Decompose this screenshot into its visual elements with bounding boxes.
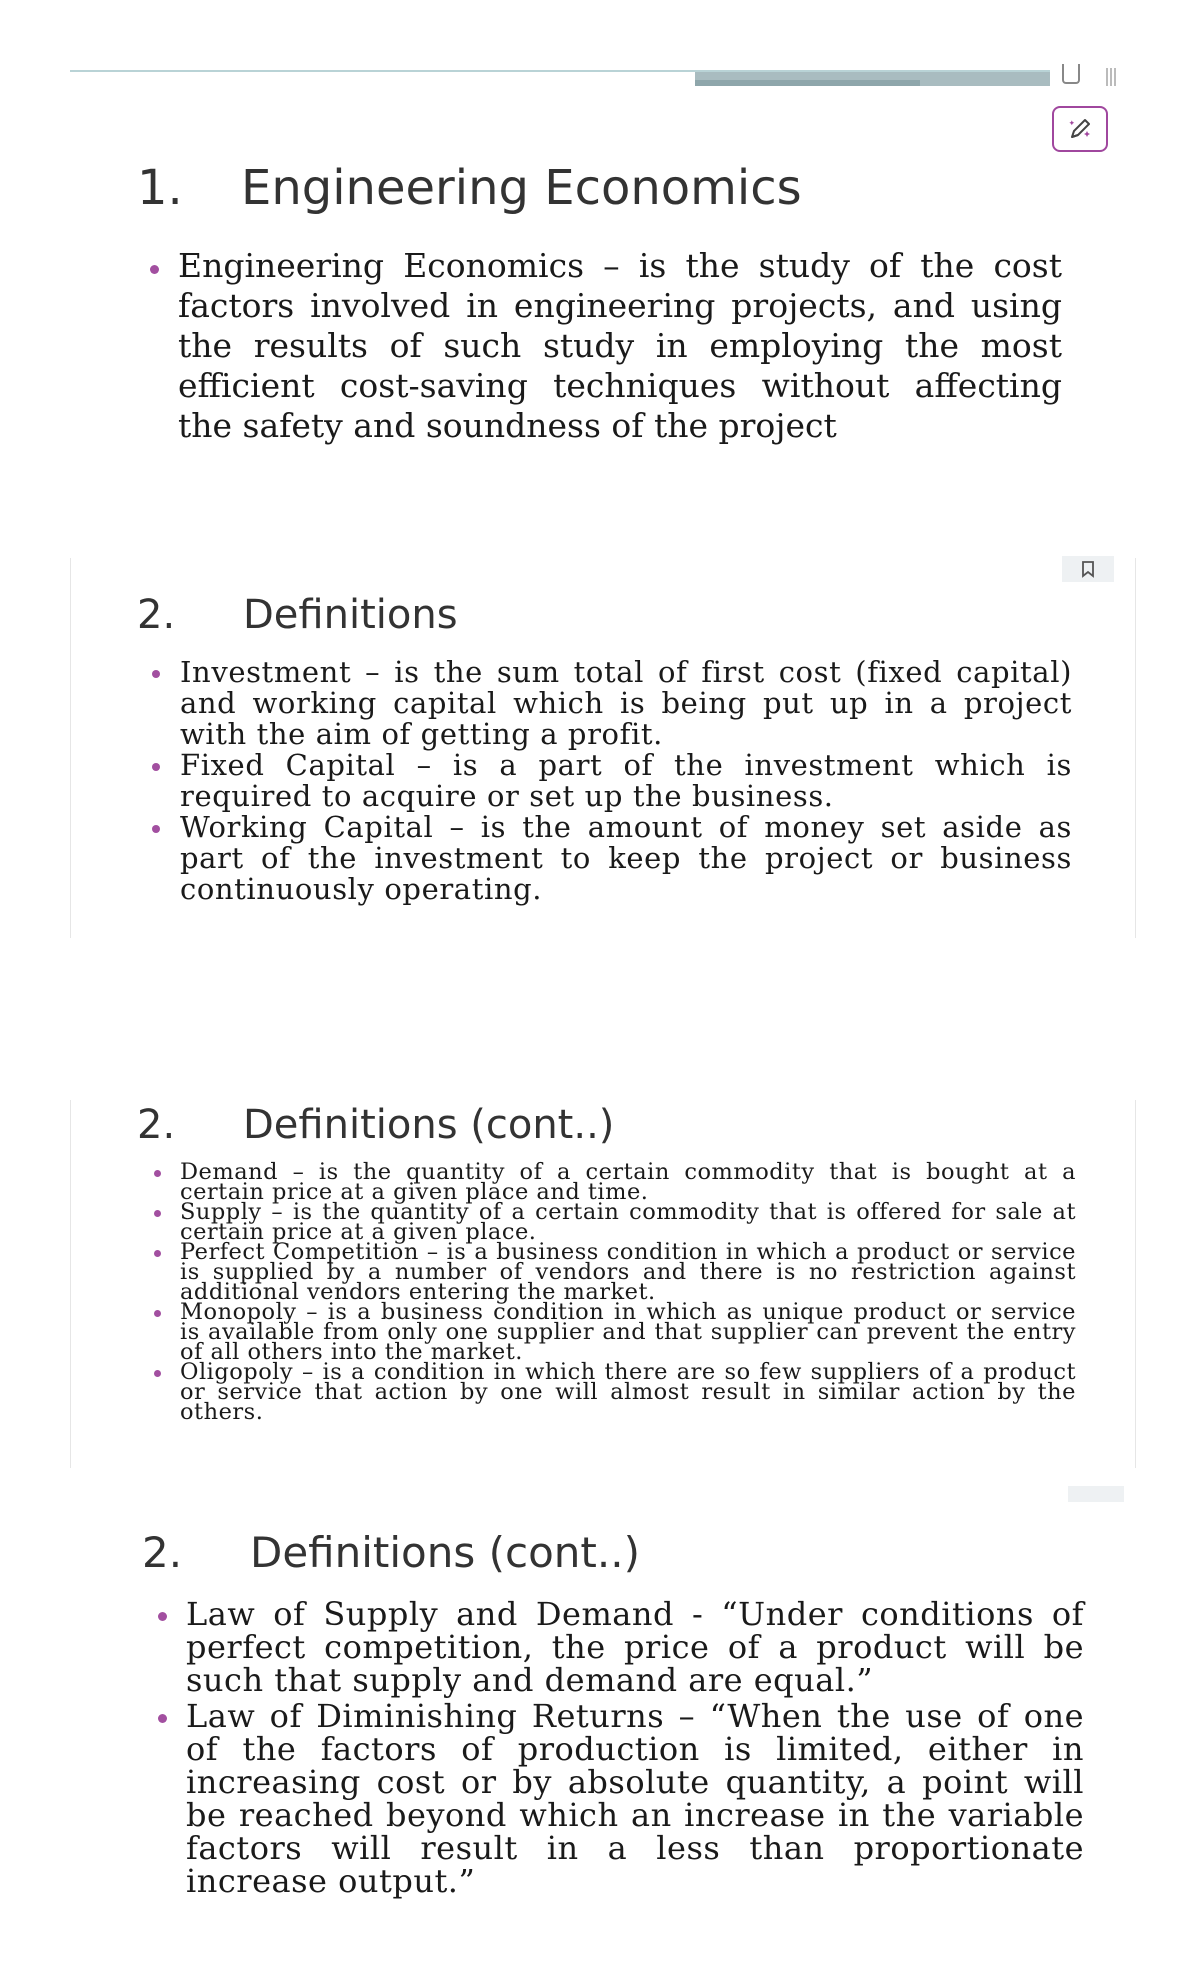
- bullet-dot-icon: [152, 763, 160, 771]
- bullet-dot-icon: [150, 265, 159, 274]
- list-item: [180, 1239, 1076, 1305]
- slide-number: 1.: [137, 160, 183, 216]
- slide-title-text: Definitions: [243, 592, 458, 638]
- pencil-sparkle-icon: [1066, 115, 1094, 143]
- bullet-dot-icon: [158, 1714, 167, 1723]
- list-item: [180, 1359, 1076, 1425]
- slide-title: [137, 160, 802, 216]
- bullet-text: Law of Diminishing Returns – “When the use of one of the factors of production is limited, either in increasing cost or by absolute quantity, a point will be reached beyond which an increase in the variable factors will result in a less than proportionate increase output.”: [186, 1697, 1084, 1900]
- bullet-text: Supply – is the quantity of a certain commodity that is offered for sale at certain price at a given place.: [180, 1199, 1076, 1245]
- edit-button[interactable]: [1052, 106, 1108, 152]
- list-item: [180, 1199, 1076, 1245]
- bullet-dot-icon: [158, 1612, 167, 1621]
- bullet-text: Engineering Economics – is the study of the cost factors involved in engineering projects, and using the results of such study in employing the most efficient cost-saving techniques without affecting the safety and soundness of the project: [178, 246, 1062, 445]
- bullet-list: [180, 657, 1072, 905]
- bookmark-icon: [1079, 560, 1097, 578]
- bookmark-button[interactable]: [1062, 556, 1114, 582]
- list-item: [186, 1595, 1084, 1699]
- slide-title-text: Engineering Economics: [241, 160, 802, 216]
- slide-title-text: Definitions (cont..): [250, 1528, 640, 1577]
- slide-title: [137, 1102, 614, 1148]
- bullet-text: Fixed Capital – is a part of the investment which is required to acquire or set up the business.: [180, 748, 1072, 813]
- bullet-dot-icon: [154, 1250, 161, 1257]
- slide-number: 2.: [142, 1528, 183, 1577]
- list-item: [178, 246, 1062, 446]
- bullet-dot-icon: [152, 825, 160, 833]
- slide-title-text: Definitions (cont..): [243, 1102, 615, 1148]
- slide-title: [137, 592, 458, 638]
- list-item: [186, 1697, 1084, 1900]
- bullet-list: [178, 246, 1062, 446]
- bullet-text: Demand – is the quantity of a certain commodity that is bought at a certain price at a given place and time.: [180, 1159, 1076, 1205]
- list-item: [180, 1299, 1076, 1365]
- resize-grip-icon[interactable]: [1106, 68, 1118, 86]
- bookmark-button[interactable]: [1068, 1486, 1124, 1502]
- bullet-dot-icon: [154, 1210, 161, 1217]
- slide-scrollbar-thumb[interactable]: [695, 80, 920, 86]
- bullet-dot-icon: [154, 1310, 161, 1317]
- bullet-text: Monopoly – is a business condition in which as unique product or service is available from only one supplier and that supplier can prevent the entry of all others into the market.: [180, 1299, 1076, 1365]
- bullet-text: Law of Supply and Demand - “Under conditions of perfect competition, the price of a product will be such that supply and demand are equal.”: [186, 1595, 1084, 1699]
- bullet-list: [180, 1159, 1076, 1425]
- bullet-text: Oligopoly – is a condition in which there are so few suppliers of a product or service that action by one will almost result in similar action by the others.: [180, 1359, 1076, 1425]
- slide-number: 2.: [137, 592, 176, 638]
- list-item: [180, 750, 1072, 812]
- bullet-list: [186, 1595, 1084, 1900]
- slide-number: 2.: [137, 1102, 176, 1148]
- bullet-dot-icon: [154, 1370, 161, 1377]
- bullet-text: Working Capital – is the amount of money set aside as part of the investment to keep the project or business continuously operating.: [180, 810, 1072, 906]
- list-item: [180, 1159, 1076, 1205]
- bullet-dot-icon: [154, 1170, 161, 1177]
- bookmark-icon-top[interactable]: [1062, 64, 1080, 84]
- bullet-dot-icon: [152, 670, 160, 678]
- slide-title: [142, 1528, 640, 1577]
- list-item: [180, 657, 1072, 750]
- bullet-text: Investment – is the sum total of first cost (fixed capital) and working capital which is being put up in a project with the aim of getting a profit.: [180, 655, 1072, 751]
- list-item: [180, 812, 1072, 905]
- bullet-text: Perfect Competition – is a business condition in which a product or service is supplied by a number of vendors and there is no restriction against additional vendors entering the market.: [180, 1239, 1076, 1305]
